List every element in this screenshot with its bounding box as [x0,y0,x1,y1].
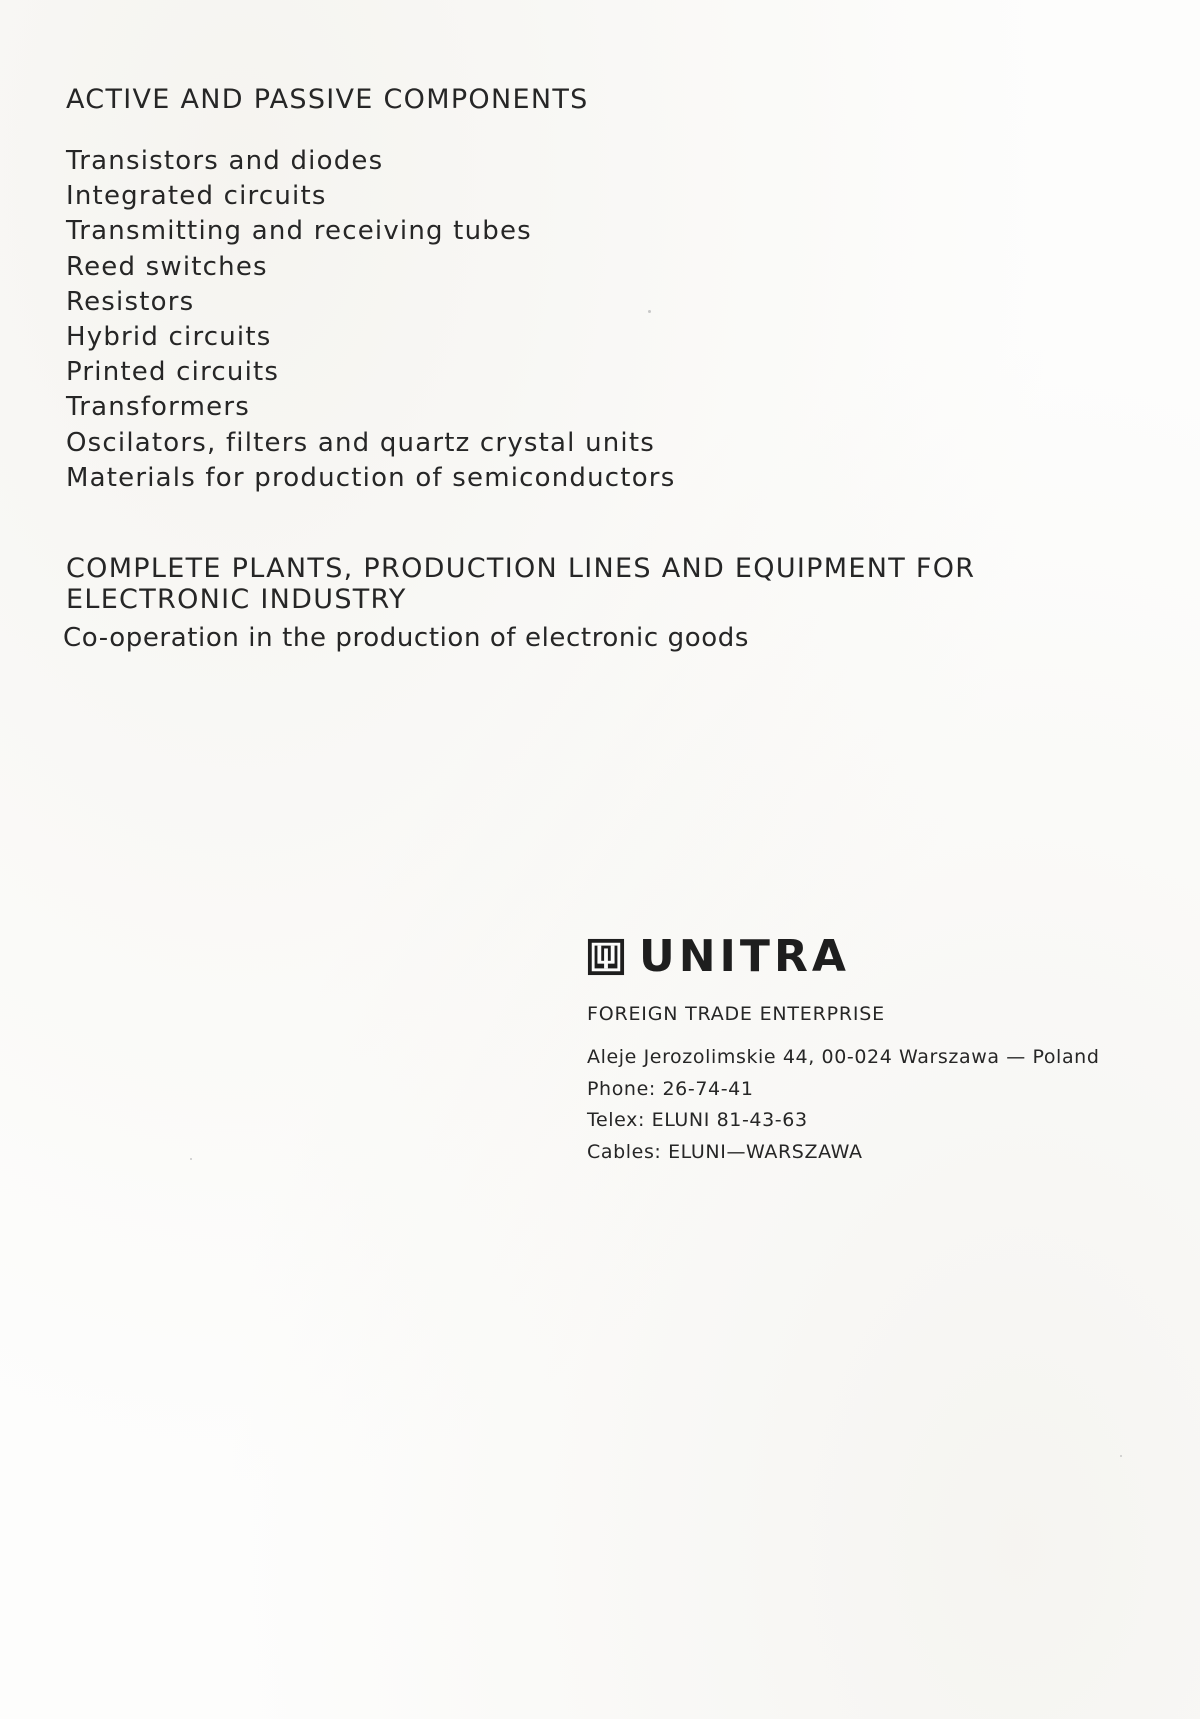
contact-details [587,1042,1147,1168]
address-line: Aleje Jerozolimskie 44, 00-024 Warszawa — Poland [587,1046,1100,1068]
company-subtitle: FOREIGN TRADE ENTERPRISE [587,1003,885,1025]
list-item: Transformers [66,392,250,423]
phone-line: Phone: 26-74-41 [587,1077,754,1100]
unitra-logo-icon [587,938,625,976]
list-item: Resistors [66,286,195,317]
company-name: UNITRA [639,931,850,982]
list-item: Integrated circuits [66,181,327,212]
list-item: Hybrid circuits [66,322,272,353]
company-logo [587,932,1147,982]
list-item: Oscilators, filters and quartz crystal units [66,427,655,458]
cables-line: Cables: ELUNI—WARSZAWA [587,1140,863,1163]
components-list [66,144,675,496]
list-item: Printed circuits [66,357,280,388]
telex-line: Telex: ELUNI 81-43-63 [587,1109,808,1131]
list-item: Transistors and diodes [66,146,384,176]
cooperation-text: Co-operation in the production of electronic goods [63,623,749,653]
paper-speck [190,1158,192,1160]
list-item: Reed switches [66,251,268,282]
list-item: Materials for production of semiconductors [66,462,676,493]
paper-speck [1120,1455,1122,1457]
paper-speck [648,310,651,313]
company-contact-block [587,932,1147,1168]
components-heading: ACTIVE AND PASSIVE COMPONENTS [66,84,589,115]
list-item: Transmitting and receiving tubes [66,216,532,247]
plants-heading: COMPLETE PLANTS, PRODUCTION LINES AND EQUIPMENT FOR ELECTRONIC INDUSTRY [66,553,976,615]
